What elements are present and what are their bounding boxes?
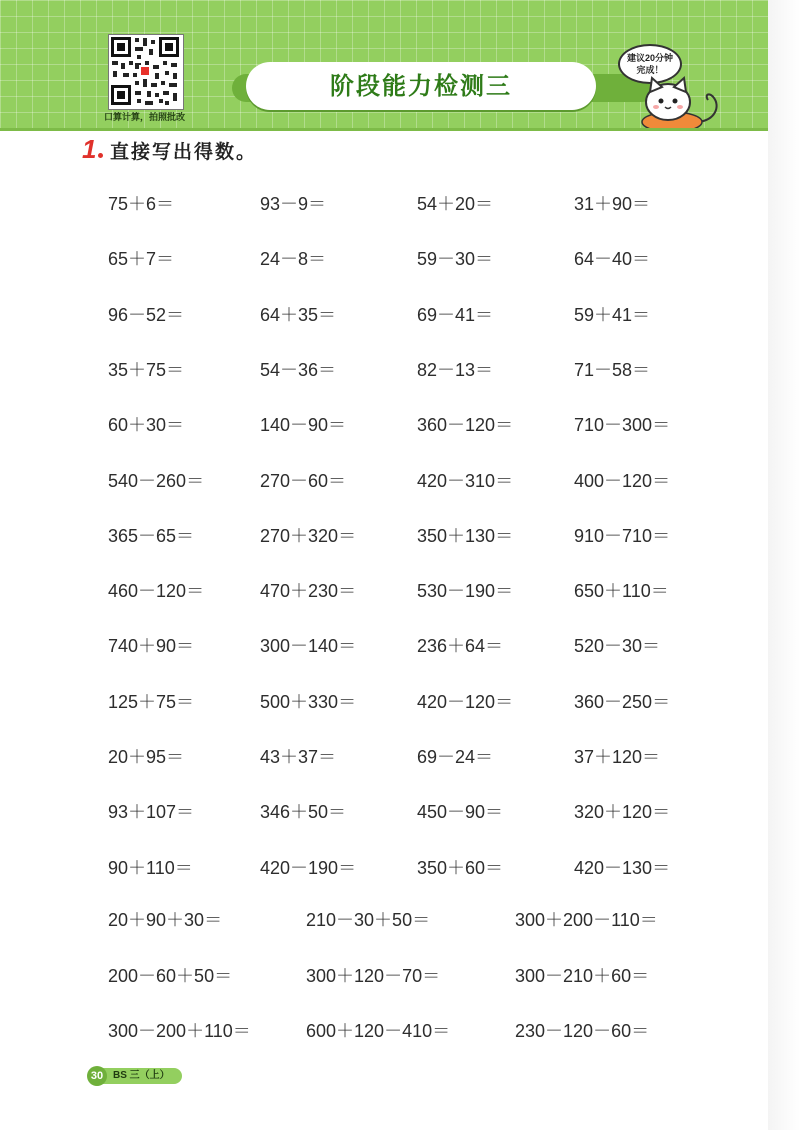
arithmetic-problem: 470＋230＝ [260, 581, 357, 602]
arithmetic-problem: 420－120＝ [417, 691, 514, 712]
chain-problem: 20＋90＋30＝ [108, 910, 223, 930]
arithmetic-problem: 540－260＝ [108, 470, 205, 491]
arithmetic-problem: 64＋35＝ [260, 304, 337, 325]
arithmetic-problem: 20＋95＝ [108, 747, 185, 767]
arithmetic-problem: 65＋7＝ [108, 249, 175, 270]
arithmetic-problem: 82－13＝ [417, 359, 494, 380]
arithmetic-problem: 270－60＝ [260, 470, 347, 491]
speech-bubble: 建议20分钟完成！ [618, 44, 682, 84]
page-number: 30 [87, 1066, 107, 1086]
chain-problem: 300＋200－110＝ [515, 910, 658, 930]
chain-problem: 230－120－60＝ [515, 1021, 650, 1041]
arithmetic-problem: 93－9＝ [260, 194, 327, 214]
question-number: 1 [82, 134, 97, 164]
arithmetic-problem: 31＋90＝ [574, 194, 651, 214]
chain-problem: 300－200＋110＝ [108, 1021, 251, 1041]
arithmetic-problem: 236＋64＝ [417, 636, 504, 657]
chain-problem: 300＋120－70＝ [306, 965, 441, 986]
arithmetic-problem: 365－65＝ [108, 525, 195, 546]
arithmetic-problem: 59＋41＝ [574, 304, 651, 325]
arithmetic-problem: 420－310＝ [417, 470, 514, 491]
page-edge [768, 0, 800, 1130]
arithmetic-problem: 530－190＝ [417, 581, 514, 602]
arithmetic-problem: 500＋330＝ [260, 691, 357, 712]
arithmetic-problem: 24－8＝ [260, 249, 327, 270]
arithmetic-problem: 69－41＝ [417, 304, 494, 325]
arithmetic-problem: 350＋130＝ [417, 525, 514, 546]
chain-problem: 600＋120－410＝ [306, 1021, 451, 1041]
arithmetic-problem: 300－140＝ [260, 636, 357, 657]
question-number-dot [98, 153, 103, 158]
chain-problem: 210－30＋50＝ [306, 910, 431, 930]
cat-mascot-icon [628, 76, 724, 128]
page-footer [87, 1066, 182, 1086]
arithmetic-problem: 59－30＝ [417, 249, 494, 270]
arithmetic-problem: 71－58＝ [574, 359, 651, 380]
arithmetic-problem: 710－300＝ [574, 415, 671, 436]
arithmetic-problem: 60＋30＝ [108, 415, 185, 436]
arithmetic-problem: 420－190＝ [260, 857, 357, 878]
arithmetic-problem: 740＋90＝ [108, 636, 195, 657]
arithmetic-problem: 37＋120＝ [574, 747, 661, 767]
arithmetic-problem: 520－30＝ [574, 636, 661, 657]
qr-caption: 口算计算，拍照批改 [104, 112, 186, 122]
arithmetic-problem: 96－52＝ [108, 304, 185, 325]
arithmetic-problem: 93＋107＝ [108, 802, 195, 823]
arithmetic-problem: 460－120＝ [108, 581, 205, 602]
arithmetic-problem: 320＋120＝ [574, 802, 671, 823]
arithmetic-problem: 346＋50＝ [260, 802, 347, 823]
arithmetic-problem: 140－90＝ [260, 415, 347, 436]
arithmetic-problem: 90＋110＝ [108, 857, 193, 878]
arithmetic-problem: 420－130＝ [574, 857, 671, 878]
arithmetic-problem: 54－36＝ [260, 359, 337, 380]
arithmetic-problem: 910－710＝ [574, 525, 671, 546]
arithmetic-problem: 450－90＝ [417, 802, 504, 823]
arithmetic-problem: 650＋110＝ [574, 581, 669, 602]
arithmetic-problem: 125＋75＝ [108, 691, 195, 712]
qr-code-icon[interactable] [108, 34, 184, 110]
arithmetic-problem: 360－120＝ [417, 415, 514, 436]
arithmetic-problem: 64－40＝ [574, 249, 651, 270]
grade-tag: BS 三（上） [101, 1068, 182, 1084]
arithmetic-problem: 43＋37＝ [260, 747, 337, 767]
arithmetic-problem: 75＋6＝ [108, 194, 175, 214]
arithmetic-problem: 54＋20＝ [417, 194, 494, 214]
arithmetic-problem: 360－250＝ [574, 691, 671, 712]
page-title: 阶段能力检测三 [246, 62, 596, 110]
arithmetic-problem: 35＋75＝ [108, 359, 185, 380]
chain-problem: 200－60＋50＝ [108, 965, 233, 986]
arithmetic-problem: 69－24＝ [417, 747, 494, 767]
chain-problem: 300－210＋60＝ [515, 965, 650, 986]
question-instruction: 直接写出得数。 [110, 141, 258, 163]
arithmetic-problem: 270＋320＝ [260, 525, 357, 546]
arithmetic-problem: 400－120＝ [574, 470, 671, 491]
arithmetic-problem: 350＋60＝ [417, 857, 504, 878]
